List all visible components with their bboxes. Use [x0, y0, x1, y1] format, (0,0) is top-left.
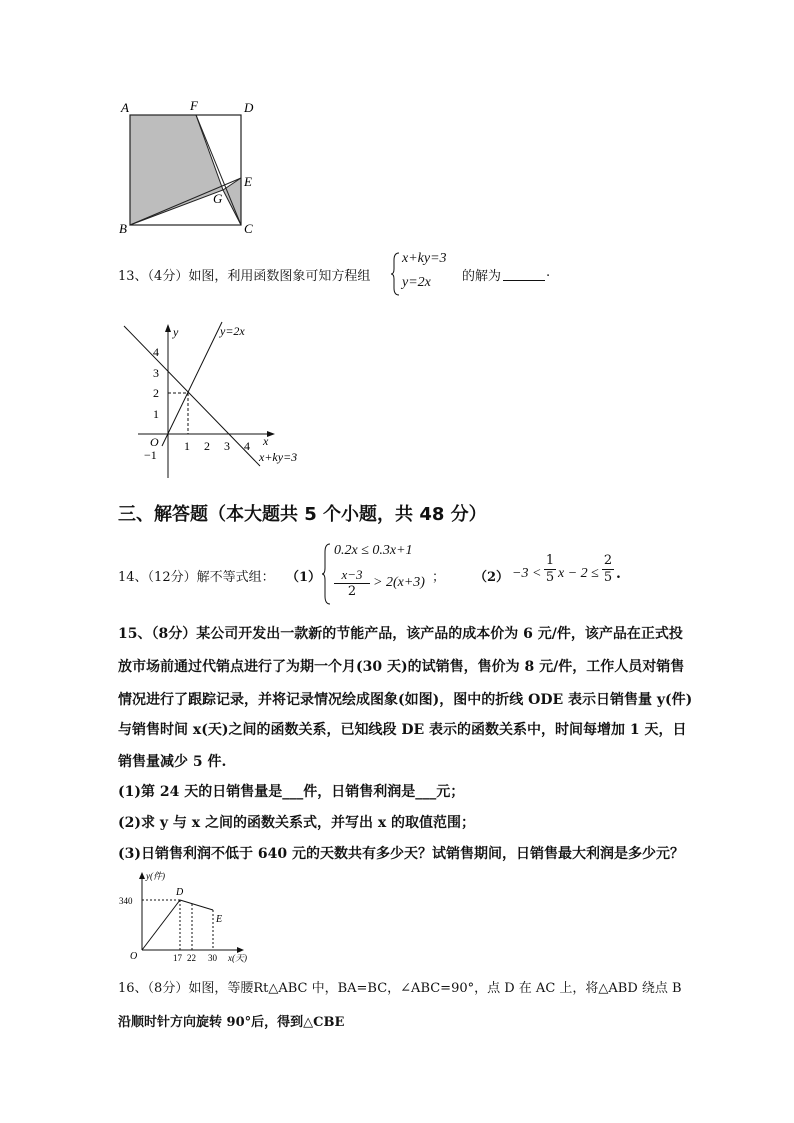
line2-label: x+ky=3: [259, 450, 298, 464]
label-D: D: [244, 100, 254, 115]
square-figure: [110, 95, 270, 240]
x-tick-2: 2: [204, 439, 210, 453]
label-G: G: [213, 191, 223, 206]
label-A: A: [121, 100, 129, 115]
q14-p2-frac2-den: 5: [603, 570, 613, 585]
q14-p2-frac1-num: 1: [545, 553, 555, 568]
x-tick-3: 3: [224, 439, 230, 453]
line-x-ky-3: [124, 326, 260, 466]
y-tick-2: 2: [153, 386, 159, 400]
label-E: E: [244, 174, 252, 189]
line-DE: [180, 900, 213, 910]
q13-eq2: y=2x: [402, 275, 431, 290]
y-tick-4: 4: [153, 345, 159, 359]
y-label: y(件): [146, 871, 165, 881]
y-value-340: 340: [119, 896, 133, 906]
q14-prefix: 14、（12分）解不等式组：: [118, 570, 275, 585]
q15-line3: 情况进行了跟踪记录，并将记录情况绘成图象(如图)，图中的折线 ODE 表示日销售量 y(件): [118, 692, 693, 708]
point-E: E: [216, 914, 223, 925]
label-C: C: [244, 221, 253, 236]
q14-part1-label: （1）: [286, 570, 322, 585]
q15-line2: 放市场前通过代销点进行了为期一个月(30 天)的试销售，售价为 8 元/件，工作人员对销售: [118, 659, 685, 675]
q14-semicolon: ；: [432, 570, 446, 585]
q16-line1: 16、（8分）如图，等腰Rt△ABC 中，BA=BC，∠ABC=90°，点 D 在 AC 上，将△ABD 绕点 B: [118, 981, 682, 996]
q15-sub3: (3)日销售利润不低于 640 元的天数共有多少天？试销售期间，日销售最大利润是多少元？: [118, 846, 684, 862]
q13-graph: [118, 318, 318, 483]
q14-ineq2-rest: > 2(x+3): [373, 575, 425, 590]
q15-line5: 销售量减少 5 件.: [118, 754, 227, 770]
q14-frac-num: x−3: [334, 567, 370, 584]
line1-label: y=2x: [220, 324, 245, 338]
q14-p2-frac2-num: 2: [603, 553, 613, 568]
q13-prefix: 13、（4分）如图，利用函数图象可知方程组: [118, 269, 371, 284]
q15-sub1: (1)第 24 天的日销售量是___件，日销售利润是___元；: [118, 784, 465, 800]
label-F: F: [190, 98, 198, 113]
q14-part2-label: （2）: [474, 570, 510, 585]
y-axis-arrow: [165, 324, 171, 332]
y-tick-3: 3: [153, 366, 159, 380]
x-tick-17: 17: [173, 953, 182, 963]
q13-suffix: 的解为: [462, 269, 502, 284]
y-tick-1: 1: [153, 407, 159, 421]
x-label: x(天): [228, 953, 247, 963]
x-label: x: [263, 434, 269, 448]
y-label: y: [173, 325, 179, 339]
q15-line4: 与销售时间 x(天)之间的函数关系，已知线段 DE 表示的函数关系中，时间每增加 1 天，日: [118, 722, 687, 738]
q14-fraction: [334, 567, 370, 600]
x-tick-4: 4: [244, 439, 250, 453]
section-title: 三、解答题（本大题共 5 个小题，共 48 分）: [118, 504, 487, 525]
origin-label: O: [150, 435, 159, 449]
q14-ineq1: 0.2x ≤ 0.3x+1: [334, 543, 413, 558]
q14-p2-frac2: [602, 553, 614, 586]
point-D: D: [176, 887, 184, 898]
q14-frac-den: 2: [347, 584, 357, 599]
q15-line1: 15、（8分）某公司开发出一款新的节能产品，该产品的成本价为 6 元/件，该产品在正式投: [118, 626, 683, 642]
shaded-region: [130, 115, 223, 225]
x-tick-22: 22: [187, 953, 196, 963]
q14-p2-left: −3 <: [512, 566, 542, 581]
q13-end: .: [546, 265, 551, 280]
line-OD: [142, 900, 180, 950]
label-B: B: [119, 221, 127, 236]
q14-p2-frac1: [544, 553, 556, 586]
q14-p2-mid: x − 2 ≤: [558, 566, 599, 581]
y-axis-arrow: [139, 872, 145, 879]
q13-answer-blank: [503, 268, 545, 281]
q13-eq1: x+ky=3: [402, 251, 447, 266]
line-y-2x: [162, 322, 222, 446]
q14-brace: [322, 543, 332, 605]
q14-p2-end: .: [616, 566, 621, 582]
origin-label: O: [130, 951, 138, 962]
q16-line2: 沿顺时针方向旋转 90°后，得到△CBE: [118, 1015, 345, 1030]
x-tick-30: 30: [208, 953, 217, 963]
neg-label: −1: [144, 448, 157, 462]
q15-graph: [112, 868, 262, 968]
q15-sub2: (2)求 y 与 x 之间的函数关系式，并写出 x 的取值范围；: [118, 815, 476, 831]
q13-brace: [391, 252, 401, 296]
x-tick-1: 1: [184, 439, 190, 453]
q14-p2-frac1-den: 5: [545, 570, 555, 585]
